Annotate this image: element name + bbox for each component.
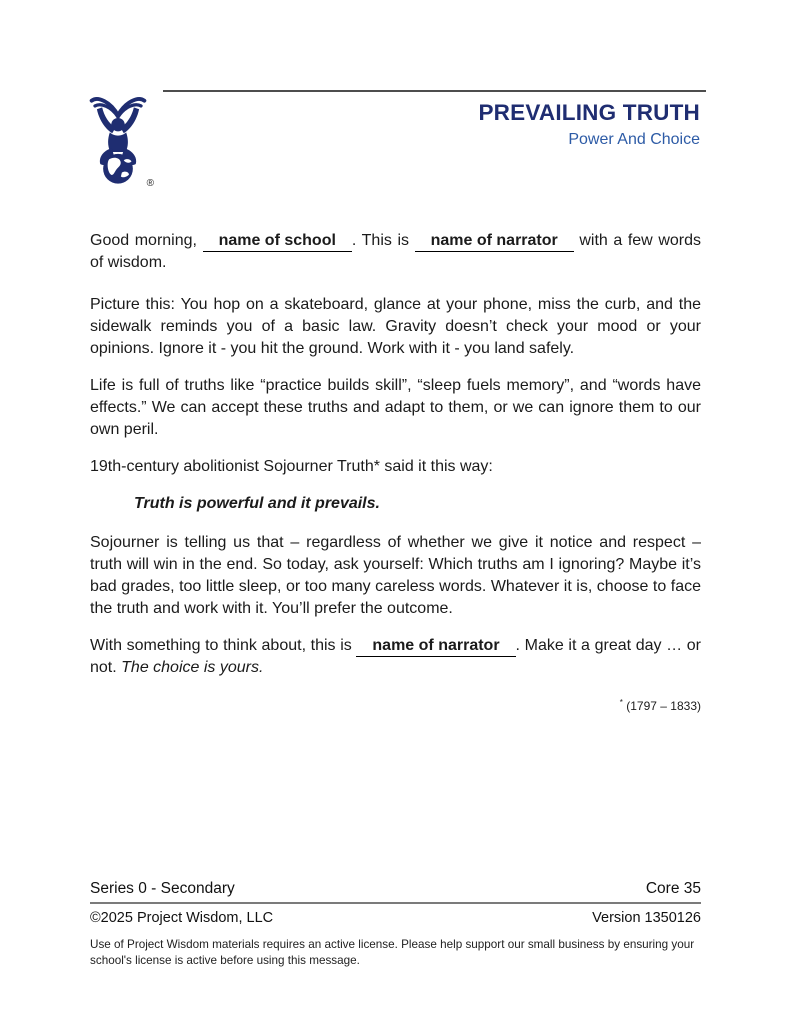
quote-text: Truth is powerful and it prevails. bbox=[134, 495, 380, 512]
series-label: Series 0 - Secondary bbox=[90, 880, 235, 897]
paragraph-closing bbox=[90, 635, 701, 679]
greeting-mid: . This is bbox=[351, 232, 415, 249]
page-footer bbox=[90, 879, 701, 969]
blank-name-of-school: name of school bbox=[203, 231, 352, 252]
blank-name-of-narrator: name of narrator bbox=[415, 231, 574, 252]
closing-pre: With something to think about, this is bbox=[90, 637, 357, 654]
page-title: PREVAILING TRUTH bbox=[478, 100, 700, 125]
greeting-post: with a few words of wisdom. bbox=[90, 232, 702, 271]
version-label: Version 1350126 bbox=[592, 910, 701, 926]
project-wisdom-logo bbox=[88, 93, 154, 191]
footnote-years: (1797 – 1833) bbox=[626, 699, 701, 713]
header-rule bbox=[163, 90, 706, 92]
paragraph-greeting bbox=[90, 230, 701, 274]
copyright-label: ©2025 Project Wisdom, LLC bbox=[90, 910, 274, 926]
closing-mid: . Make it a great day … or not. bbox=[90, 637, 702, 676]
script-body bbox=[90, 230, 701, 717]
paragraph-explanation: Sojourner is telling us that – regardless of whether we give it notice and respect – truth will win in the end. So today, ask yourself: Which truths am I ignoring? Maybe it’s bad grades, too little sleep, or too many careless words. Whatever it is, choose to face the truth and work with it. You’ll prefer the outcome. bbox=[90, 534, 701, 617]
footer-rule bbox=[90, 902, 701, 904]
registered-trademark: ® bbox=[146, 178, 154, 189]
person-book-globe-icon bbox=[88, 93, 148, 187]
paragraph-sojourner-intro: 19th-century abolitionist Sojourner Truth* said it this way: bbox=[90, 458, 493, 475]
paragraph-truths: Life is full of truths like “practice builds skill”, “sleep fuels memory”, and “words have effects.” We can accept these truths and adapt to them, or we can ignore them to our own peril. bbox=[90, 377, 701, 438]
greeting-pre: Good morning, bbox=[90, 232, 203, 249]
footnote-asterisk: * bbox=[619, 698, 623, 707]
core-label: Core 35 bbox=[645, 880, 701, 897]
blank-name-of-narrator-2: name of narrator bbox=[356, 636, 515, 657]
closing-italic: The choice is yours. bbox=[121, 659, 264, 676]
footer-series-row bbox=[90, 879, 701, 898]
paragraph-picture-this: Picture this: You hop on a skateboard, glance at your phone, miss the curb, and the sidewalk reminds you of a basic law. Gravity doesn’t check your mood or your opinions. Ignore it - you hit the ground. Work with it - you land safely. bbox=[90, 296, 701, 357]
footer-copyright-row bbox=[90, 909, 701, 928]
license-notice: Use of Project Wisdom materials requires an active license. Please help support our small business by ensuring your school's license is active before using this message. bbox=[90, 938, 695, 967]
page-subtitle: Power And Choice bbox=[568, 131, 700, 148]
footnote bbox=[90, 692, 701, 717]
